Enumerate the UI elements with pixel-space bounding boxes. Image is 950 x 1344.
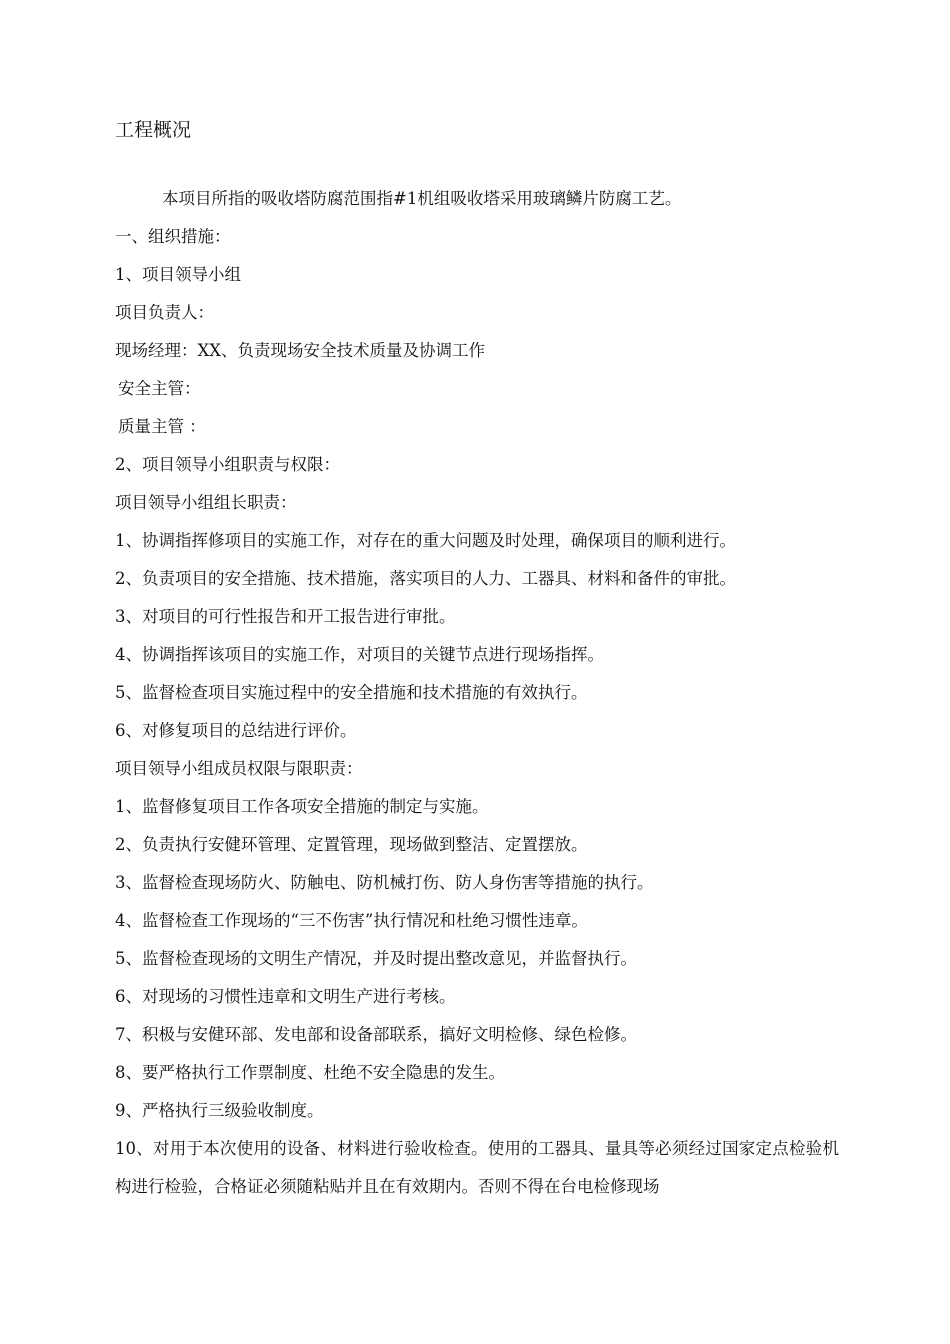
list-item: 4、协调指挥该项目的实施工作，对项目的关键节点进行现场指挥。: [115, 645, 604, 664]
safety-supervisor-line: 安全主管：: [118, 379, 201, 398]
subsection-heading-leadership-group: 1、项目领导小组: [115, 265, 241, 284]
quality-supervisor-line: 质量主管 ：: [118, 417, 206, 436]
document-body: [115, 180, 839, 1206]
list-item-wrapped: 10、对用于本次使用的设备、材料进行验收检查。使用的工器具、量具等必须经过国家定点检验机构进行检验，合格证必须随粘贴并且在有效期内。否则不得在台电检修现场: [115, 1139, 839, 1196]
list-item: 3、监督检查现场防火、防触电、防机械打伤、防人身伤害等措施的执行。: [115, 873, 654, 892]
list-item: 8、要严格执行工作票制度、杜绝不安全隐患的发生。: [115, 1063, 505, 1082]
intro-paragraph: 本项目所指的吸收塔防腐范围指#1机组吸收塔采用玻璃鳞片防腐工艺。: [162, 189, 682, 208]
list-item: 1、协调指挥修项目的实施工作，对存在的重大问题及时处理，确保项目的顺利进行。: [115, 531, 736, 550]
document-title: 工程概况: [115, 119, 192, 141]
site-manager-line: 现场经理：XX、负责现场安全技术质量及协调工作: [115, 341, 485, 360]
list-item: 6、对修复项目的总结进行评价。: [115, 721, 357, 740]
list-item: 3、对项目的可行性报告和开工报告进行审批。: [115, 607, 456, 626]
list-item: 4、监督检查工作现场的“三不伤害”执行情况和杜绝习惯性违章。: [115, 911, 588, 930]
list-item: 1、监督修复项目工作各项安全措施的制定与实施。: [115, 797, 489, 816]
list-item: 5、监督检查现场的文明生产情况，并及时提出整改意见，并监督执行。: [115, 949, 637, 968]
list-item: 7、积极与安健环部、发电部和设备部联系，搞好文明检修、绿色检修。: [115, 1025, 637, 1044]
list-item: 2、负责项目的安全措施、技术措施，落实项目的人力、工器具、材料和备件的审批。: [115, 569, 736, 588]
section-heading-organization: 一、组织措施：: [115, 227, 231, 246]
project-lead-line: 项目负责人：: [115, 303, 214, 322]
list-item: 6、对现场的习惯性违章和文明生产进行考核。: [115, 987, 456, 1006]
leader-duties-heading: 项目领导小组组长职责：: [115, 493, 297, 512]
list-item: 9、严格执行三级验收制度。: [115, 1101, 324, 1120]
member-duties-heading: 项目领导小组成员权限与限职责：: [115, 759, 363, 778]
list-item: 5、监督检查项目实施过程中的安全措施和技术措施的有效执行。: [115, 683, 588, 702]
list-item: 2、负责执行安健环管理、定置管理，现场做到整洁、定置摆放。: [115, 835, 588, 854]
subsection-heading-duties: 2、项目领导小组职责与权限：: [115, 455, 340, 474]
